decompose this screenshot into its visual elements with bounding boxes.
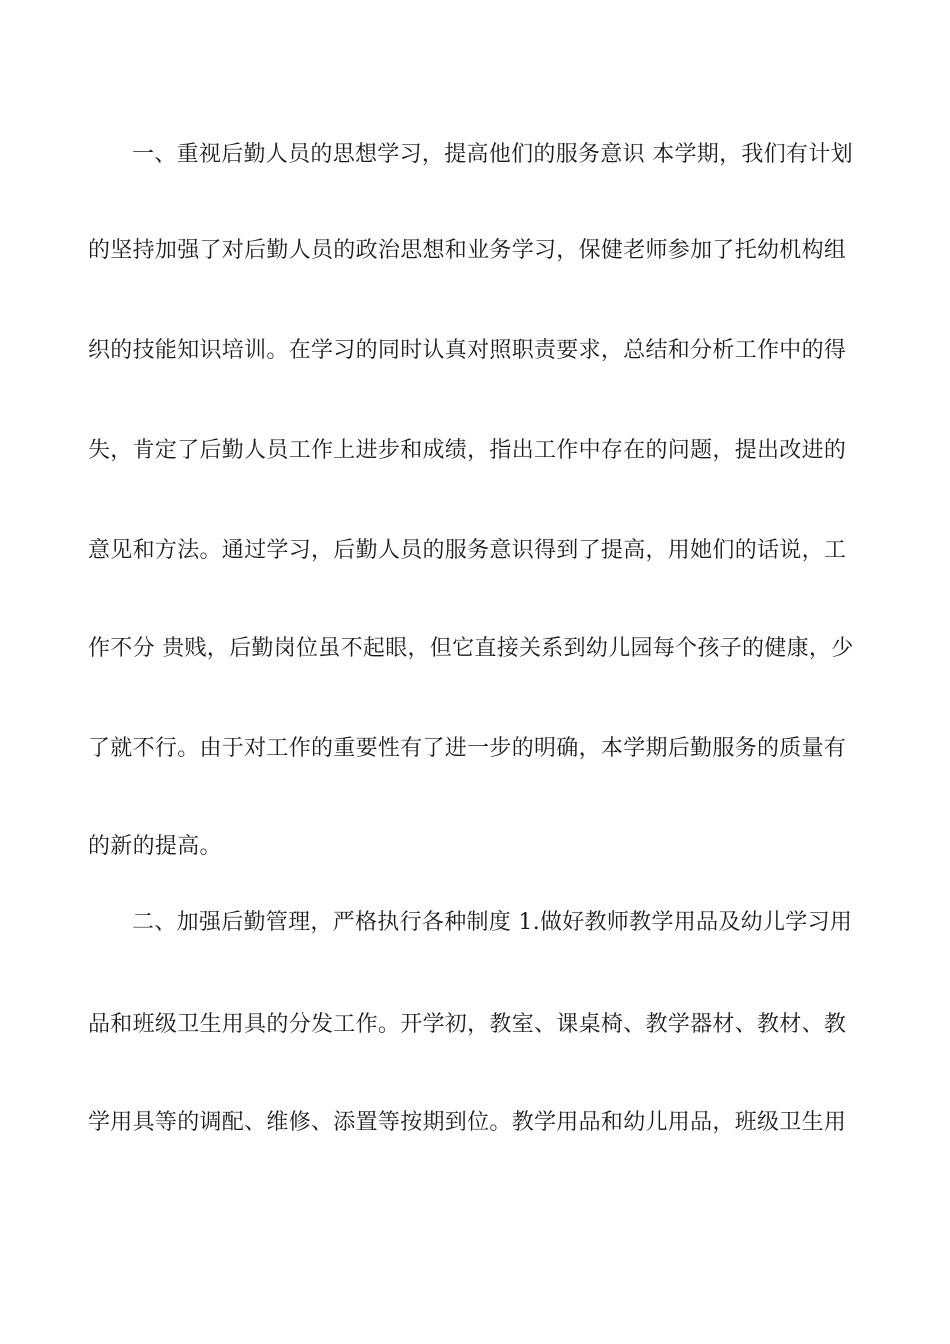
paragraph-line: 二、加强后勤管理，严格执行各种制度 1.做好教师教学用品及幼儿学习用: [132, 910, 853, 935]
paragraph-line: 了就不行。由于对工作的重要性有了进一步的明确，本学期后勤服务的质量有: [88, 736, 847, 761]
paragraph-line: 的新的提高。: [88, 834, 222, 859]
paragraph-line: 品和班级卫生用具的分发工作。开学初，教室、课桌椅、教学器材、教材、教: [88, 1012, 847, 1037]
paragraph-line: 的坚持加强了对后勤人员的政治思想和业务学习，保健老师参加了托幼机构组: [88, 238, 847, 263]
paragraph-line: 失，肯定了后勤人员工作上进步和成绩，指出工作中存在的问题，提出改进的: [88, 438, 847, 463]
paragraph-line: 学用具等的调配、维修、添置等按期到位。教学用品和幼儿用品，班级卫生用: [88, 1110, 847, 1135]
paragraph-line: 意见和方法。通过学习，后勤人员的服务意识得到了提高，用她们的话说，工: [88, 538, 847, 563]
paragraph-line: 织的技能知识培训。在学习的同时认真对照职责要求，总结和分析工作中的得: [88, 338, 847, 363]
paragraph-line: 一、重视后勤人员的思想学习，提高他们的服务意识 本学期，我们有计划: [132, 142, 853, 167]
paragraph-line: 作不分 贵贱，后勤岗位虽不起眼，但它直接关系到幼儿园每个孩子的健康，少: [88, 636, 854, 661]
